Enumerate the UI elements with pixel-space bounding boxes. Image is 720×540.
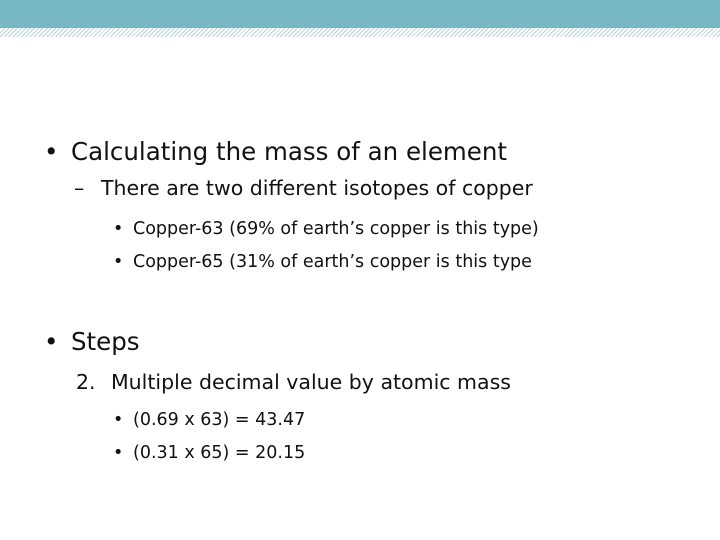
item-copper-65: Copper-65 (31% of earth’s copper is this type [133,252,532,272]
step-number: 2. [76,370,96,394]
sub-isotopes: There are two different isotopes of copper [101,176,533,200]
bullet-icon: • [113,252,124,272]
calc-copper-63: (0.69 x 63) = 43.47 [133,410,306,430]
dash-icon: – [74,176,85,200]
calc-copper-65: (0.31 x 65) = 20.15 [133,443,306,463]
item-copper-63: Copper-63 (69% of earth’s copper is this type) [133,219,539,239]
bullet-icon: • [113,219,124,239]
bullet-icon: • [44,327,59,356]
step-text: Multiple decimal value by atomic mass [111,370,511,394]
heading-calculating: Calculating the mass of an element [71,137,507,166]
bullet-icon: • [113,410,124,430]
bullet-icon: • [44,137,59,166]
heading-steps: Steps [71,327,140,356]
bullet-icon: • [113,443,124,463]
